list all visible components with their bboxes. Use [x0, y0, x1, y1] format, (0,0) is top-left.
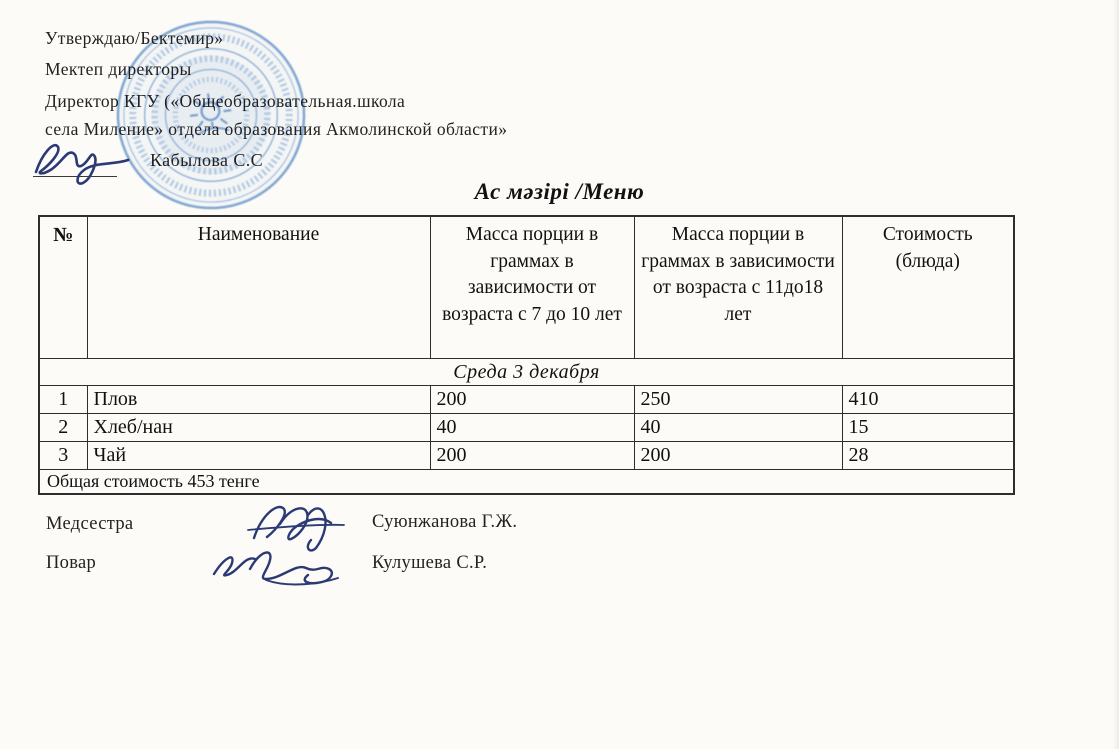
menu-table [38, 215, 1015, 495]
director-name: Кабылова С.С [150, 150, 264, 170]
row-number: 3 [39, 442, 87, 470]
approval-line-2: Мектеп директоры [45, 59, 192, 79]
role-nurse: Медсестра [46, 514, 134, 534]
total-row [39, 470, 1014, 495]
mass-7-10: 40 [430, 414, 634, 442]
dish-cost: 28 [842, 442, 1014, 470]
dish-cost: 410 [842, 386, 1014, 414]
col-header-number: № [39, 216, 87, 359]
table-row [39, 386, 1014, 414]
table-row [39, 414, 1014, 442]
table-row [39, 442, 1014, 470]
dish-cost: 15 [842, 414, 1014, 442]
dish-name: Чай [87, 442, 430, 470]
approval-line-1: Утверждаю/Бектемир» [45, 28, 224, 48]
col-header-mass-7-10: Масса порции в граммах в зависимости от возраста с 7 до 10 лет [430, 216, 634, 359]
col-header-cost: Стоимость (блюда) [842, 216, 1014, 359]
mass-7-10: 200 [430, 442, 634, 470]
mass-11-18: 200 [634, 442, 842, 470]
dish-name: Хлеб/нан [87, 414, 430, 442]
name-nurse: Суюнжанова Г.Ж. [372, 512, 518, 532]
page-title: Ас мәзірі /Меню [474, 179, 645, 204]
mass-11-18: 40 [634, 414, 842, 442]
role-cook: Повар [46, 553, 97, 573]
row-number: 2 [39, 414, 87, 442]
name-cook: Кулушева С.Р. [372, 553, 488, 573]
approval-line-3: Директор КГУ («Общеобразовательная.школа [45, 91, 406, 111]
dish-name: Плов [87, 386, 430, 414]
approval-line-4: села Миление» отдела образования Акмолинской области» [45, 119, 508, 139]
table-header-row [39, 216, 1014, 359]
row-number: 1 [39, 386, 87, 414]
day-header: Среда 3 декабря [39, 359, 1014, 386]
cook-signature [208, 538, 343, 590]
col-header-mass-11-18: Масса порции в граммах в зависимости от возраста с 11до18 лет [634, 216, 842, 359]
total-cost: Общая стоимость 453 тенге [39, 470, 1014, 495]
mass-11-18: 250 [634, 386, 842, 414]
col-header-name: Наименование [87, 216, 430, 359]
day-header-row [39, 359, 1014, 386]
mass-7-10: 200 [430, 386, 634, 414]
